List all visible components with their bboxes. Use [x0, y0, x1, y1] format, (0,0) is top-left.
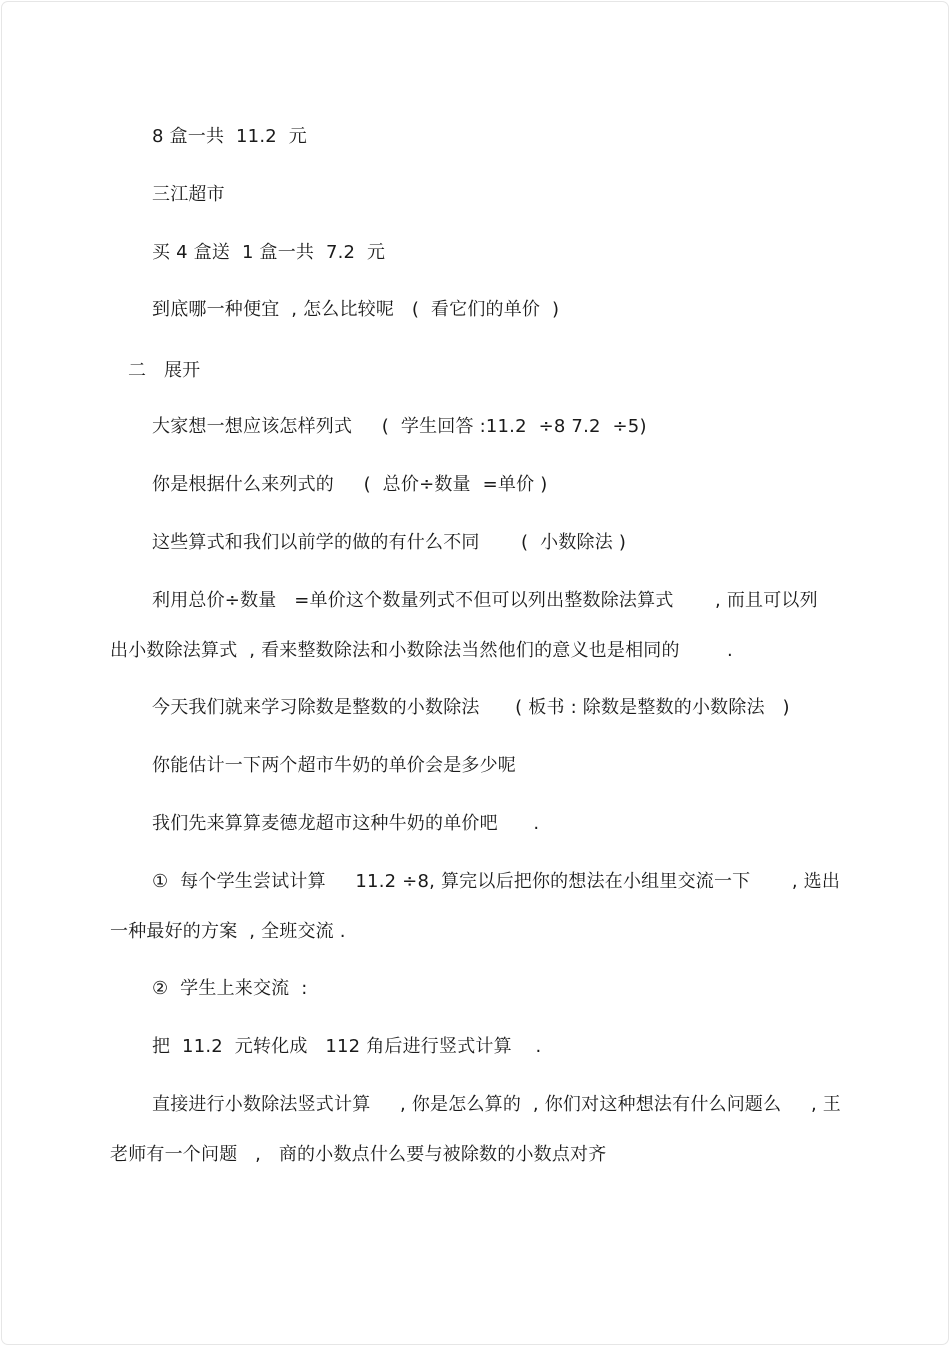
text-line-calc-metro: 我们先来算算麦德龙超市这种牛奶的单价吧 . — [152, 813, 540, 834]
text-line-step-1: ① 每个学生尝试计算 11.2 ÷8, 算完以后把你的想法在小组里交流一下 , 选出 — [152, 871, 841, 892]
text-line-direct-division-cont: 老师有一个问题 , 商的小数点什么要与被除数的小数点对齐 — [110, 1144, 607, 1165]
section-heading-expand: 二 展开 — [128, 360, 201, 381]
text-line-today-learn: 今天我们就来学习除数是整数的小数除法 ( 板书 : 除数是整数的小数除法 ) — [152, 697, 790, 718]
text-line-sanjiang-supermarket: 三江超市 — [152, 184, 225, 205]
document-page — [2, 2, 948, 1344]
text-line-estimate: 你能估计一下两个超市牛奶的单价会是多少呢 — [152, 755, 516, 776]
text-line-price-8-boxes: 8 盒一共 11.2 元 — [152, 126, 307, 147]
text-line-difference: 这些算式和我们以前学的做的有什么不同 ( 小数除法 ) — [152, 532, 627, 553]
text-line-use-formula-cont: 出小数除法算式 , 看来整数除法和小数除法当然他们的意义也是相同的 . — [110, 640, 733, 661]
text-line-basis: 你是根据什么来列式的 ( 总价÷数量 =单价 ) — [152, 474, 548, 495]
text-line-step-1-cont: 一种最好的方案 , 全班交流 . — [110, 921, 346, 942]
text-line-which-cheaper: 到底哪一种便宜 , 怎么比较呢 ( 看它们的单价 ) — [152, 299, 560, 320]
text-line-how-to-write: 大家想一想应该怎样列式 ( 学生回答 :11.2 ÷8 7.2 ÷5) — [152, 416, 647, 437]
text-line-buy-4-get-1: 买 4 盒送 1 盒一共 7.2 元 — [152, 242, 386, 263]
text-line-use-formula: 利用总价÷数量 =单价这个数量列式不但可以列出整数除法算式 , 而且可以列 — [152, 590, 818, 611]
text-line-direct-division: 直接进行小数除法竖式计算 , 你是怎么算的 , 你们对这种想法有什么问题么 , 王 — [152, 1094, 841, 1115]
text-line-convert-jiao: 把 11.2 元转化成 112 角后进行竖式计算 . — [152, 1036, 542, 1057]
text-line-step-2: ② 学生上来交流 : — [152, 978, 308, 999]
